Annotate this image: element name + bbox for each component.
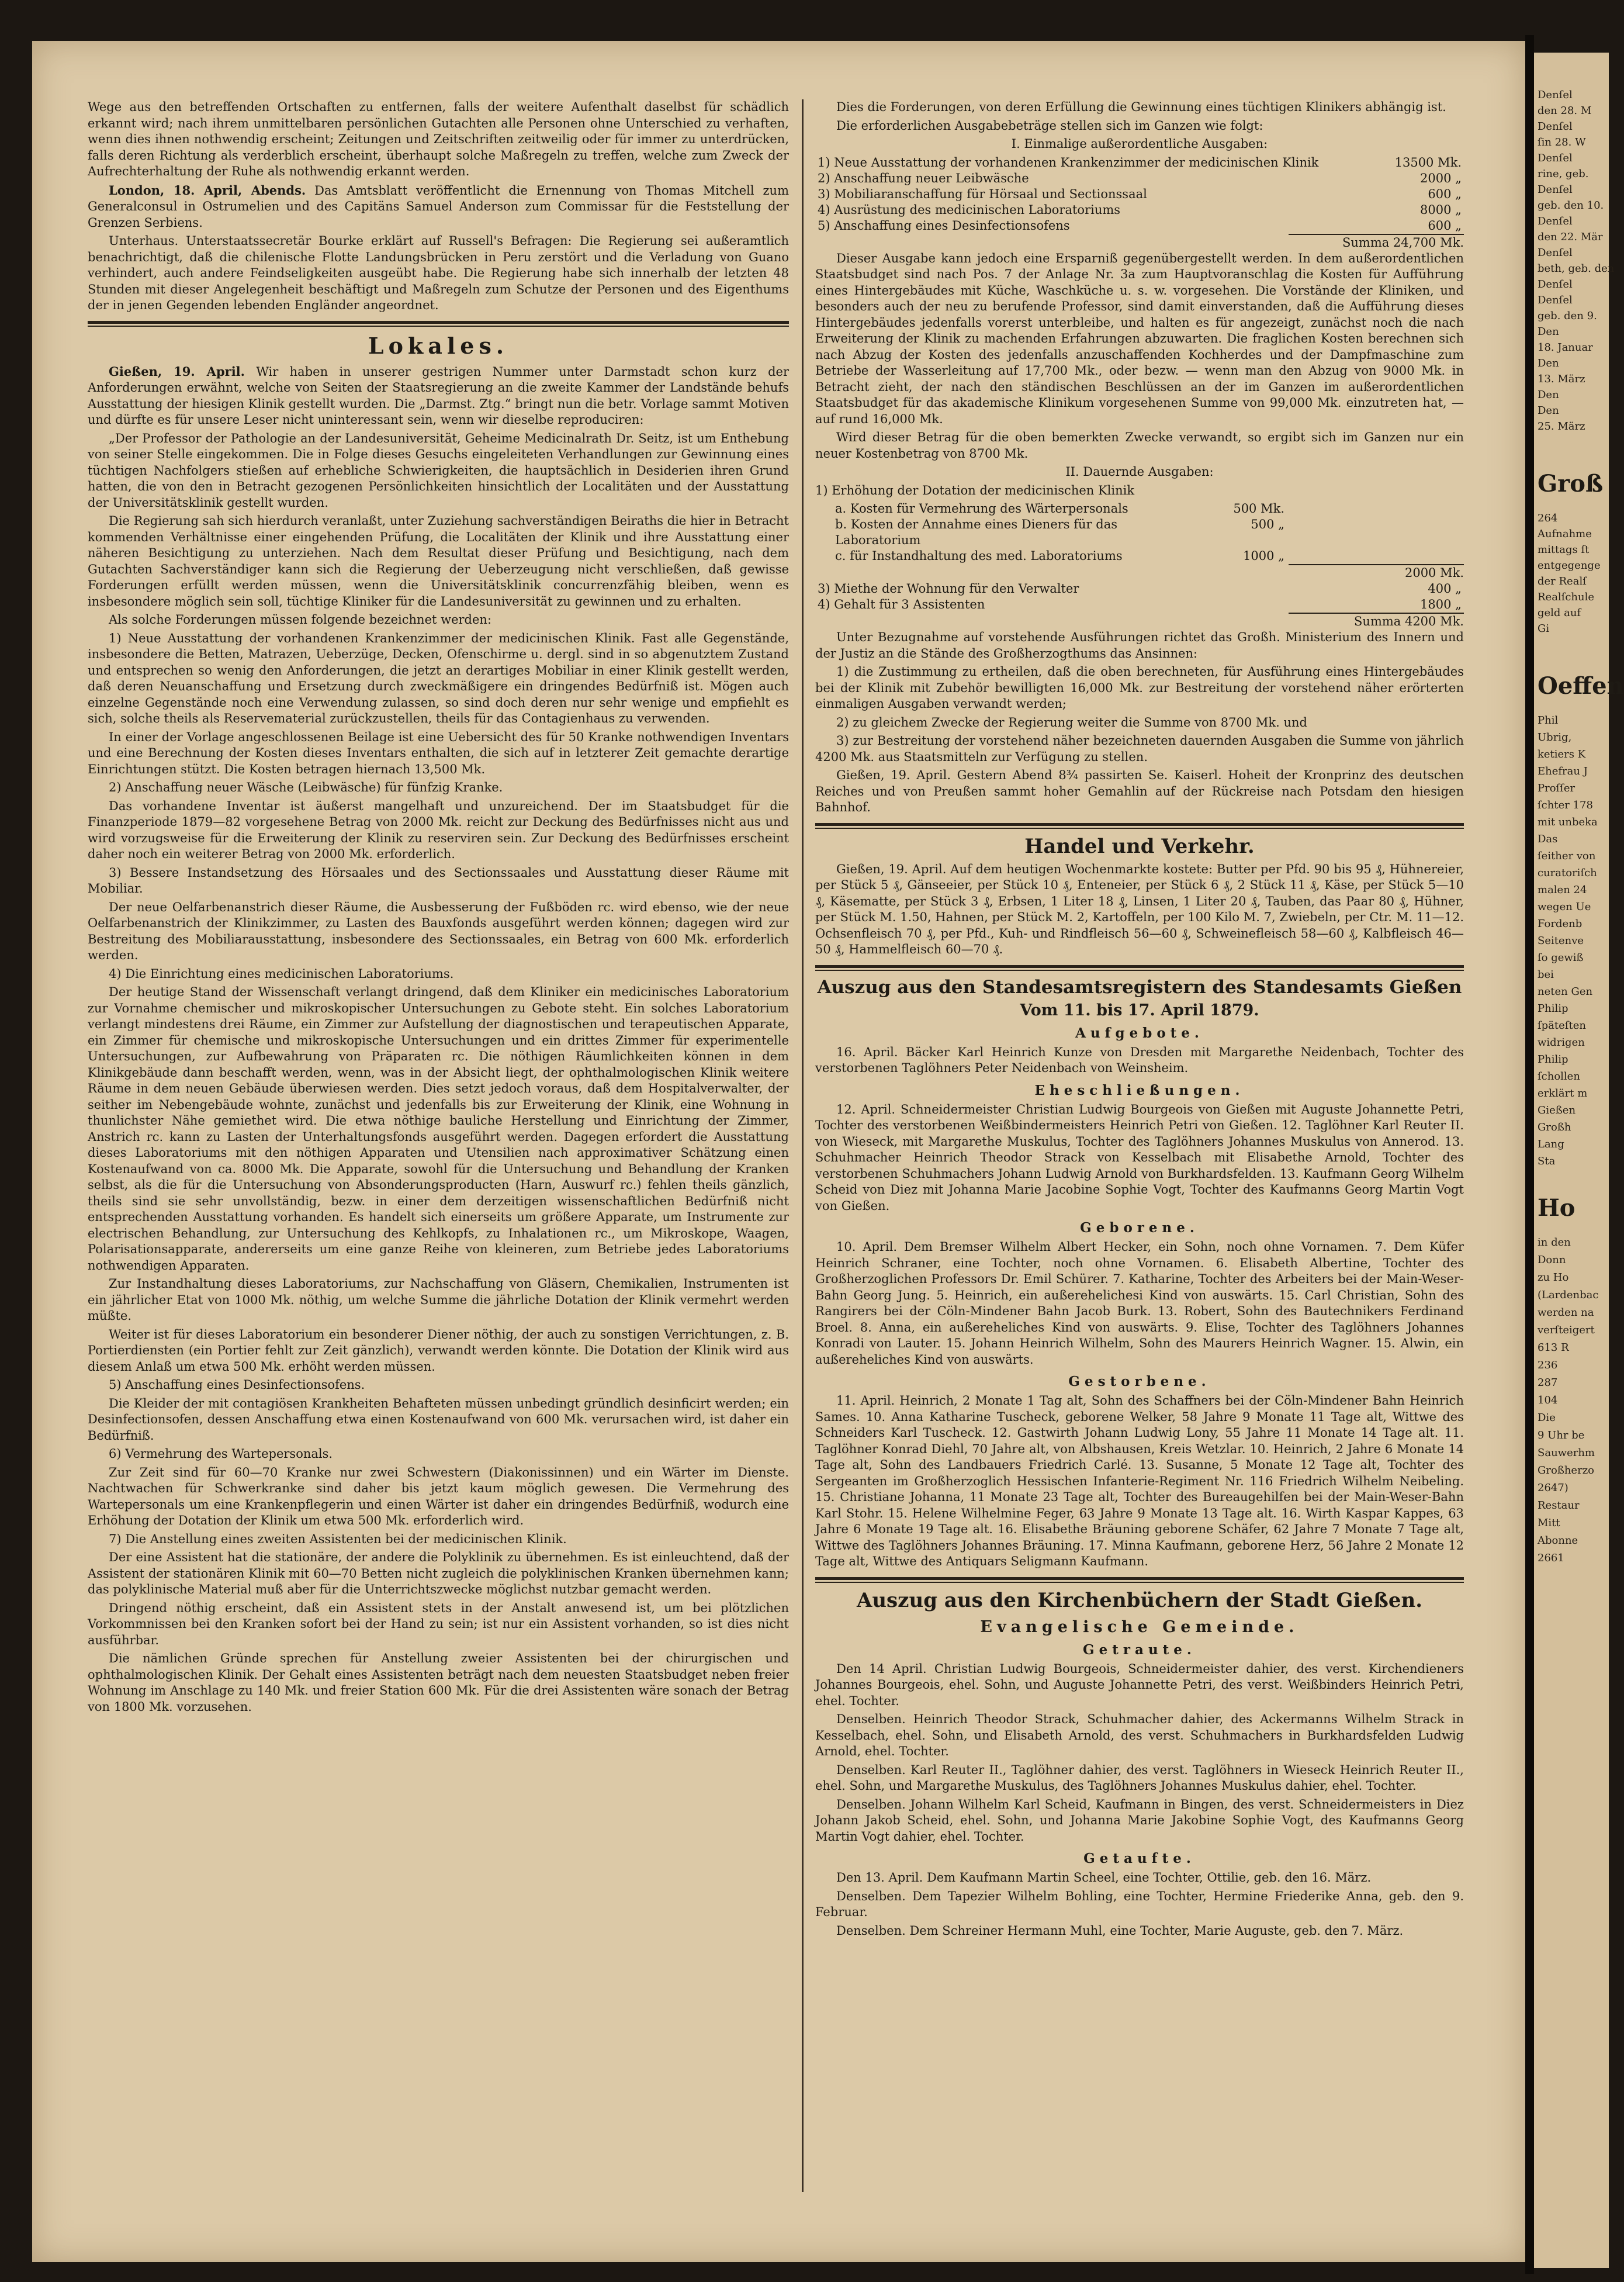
news-item-kronprinz: Gießen, 19. April. Gestern Abend 8¾ passirten Se. Kaiserl. Hoheit der Kronprinz des deutschen Reiches und von Preußen sammt hoher Gemahlin auf der Rückreise nach Potsdam den hiesigen Bahnhof. [815,768,1464,814]
adjacent-text-fragment: 236 [1538,1359,1558,1371]
expense-amount: 600 „ [1428,218,1462,233]
adjacent-text-fragment: 104 [1538,1394,1558,1406]
article-paragraph: „Der Professor der Pathologie an der Landesuniversität, Geheime Medicinalrath Dr. Seitz, ist um Enthebung von seiner Stelle eingekommen. Die in Folge dieses Gesuchs eingeleiteten Verhandlungen zur Gewinnung eines tüchtigen Nachfolgers stießen auf erhebliche Schwierigkeiten, die hauptsächlich in Desiderien ihren Grund hatten, die von den in Betracht gezogenen Persönlichkeiten hinsichtlich der Localitäten und der Ausstattung der Universitätsklinik gestellt wurden. [88,431,789,510]
expense-amount: 1800 „ [1420,597,1462,611]
adjacent-text-fragment: geb. den 9. [1538,310,1597,322]
adjacent-text-fragment: Phil [1538,714,1559,727]
london-paragraph [88,182,789,231]
expense-label: 4) Gehalt für 3 Assistenten [818,597,985,611]
expense-item-dotation: 1) Erhöhung der Dotation der medicinischen Klinik [815,483,1135,497]
adjacent-text-fragment: Proſſer [1538,782,1575,794]
london-body: Das Amtsblatt veröffentlicht die Ernennung von Thomas Mitchell zum Generalconsul in Ostrumelien und des Capitäns Samuel Anderson zum Commissar für die Feststellung der Grenzen Serbiens. [88,183,789,230]
adjacent-heading-fragment: Ho [1538,1194,1575,1222]
adjacent-text-fragment: Gießen [1538,1104,1576,1116]
adjacent-text-fragment: Das [1538,833,1558,845]
adjacent-text-fragment: neten Gen [1538,986,1593,998]
adjacent-text-fragment: Denſel [1538,247,1573,259]
subheading-getraute: Getraute. [1083,1641,1196,1658]
expense-heading-one-time: I. Einmalige außerordentliche Ausgaben: [1011,137,1268,151]
expense-row [833,517,1287,548]
adjacent-text-fragment: 2661 [1538,1552,1564,1564]
church-entry: Denselben. Karl Reuter II., Taglöhner dahier, des verst. Taglöhners in Wieseck Heinrich Reuter II., ehel. Sohn, und Margarethe Muskulus, des Taglöhners Johannes Muskulus dahier, ehel. Tochter. [815,1762,1464,1793]
expense-label: b. Kosten der Annahme eines Dieners für das Laboratorium [835,517,1117,547]
article-paragraph: 1) die Zustimmung zu ertheilen, daß die oben berechneten, für Ausführung eines Hintergebäudes bei der Klinik mit Zubehör bewilligten 16,000 Mk. zur Bestreitung der vorstehend näher erörterten einmaligen Ausgaben verwandt werden; [815,665,1464,711]
article-paragraph: 6) Vermehrung des Wartepersonals. [109,1447,333,1461]
adjacent-text-fragment: beth, geb. den [1538,262,1615,275]
adjacent-text-fragment: wegen Ue [1538,901,1591,913]
market-report: Gießen, 19. April. Auf dem heutigen Wochenmarkte kostete: Butter per Pfd. 90 bis 95 ₰, Hühnereier, per Stück 5 ₰, Gänseeier, per Stück 10 ₰, Enteneier, per Stück 6 ₰, 2 Stück 11 ₰, Käse, per Stück 5—10 ₰, Käsematte, per Stück 3 ₰, Erbsen, 1 Liter 18 ₰, Linsen, 1 Liter 20 ₰, Tauben, das Paar 80 ₰, Hühner, per Stück M. 1.50, Hahnen, per Stück M. 2, Kartoffeln, per 100 Kilo M. 7, Zwiebeln, per Ctr. M. 11—12. Ochsenfleisch 70 ₰, per Pfd., Kuh- und Rindfleisch 56—60 ₰, Schweinefleisch 58—60 ₰, Kalbfleisch 46—50 ₰, Hammelfleisch 60—70 ₰. [815,862,1464,956]
adjacent-text-fragment: Die [1538,1412,1556,1424]
adjacent-text-fragment: Philip [1538,1002,1568,1015]
adjacent-text-fragment: ketiers K [1538,748,1586,760]
adjacent-text-fragment: ſpäteſten [1538,1019,1586,1032]
article-paragraph: Der heutige Stand der Wissenschaft verlangt dringend, daß dem Kliniker ein medicinisches Laboratorium zur Vornahme chemischer und mikroskopischer Untersuchungen zu Gebote steht. Ein solches Laboratorium verlangt mindestens drei Räume, ein Zimmer zur Aufstellung der diagnostischen und terapeutischen Apparate, ein Zimmer für chemische und mikroskopische Untersuchungen und ein drittes Zimmer für experimentelle Untersuchungen, zur Aufbewahrung von Präparaten rc. Die nöthigen Räumlichkeiten können in dem Klinikgebäude dann beschafft werden, wenn, was in der Absicht liegt, der ophthalmologischen Klinik weitere Räume in dem neuen Gebäude überwiesen werden. Dies setzt jedoch voraus, daß dem Hospitalverwalter, der seither im Nebengebäude wohnte, zunächst und jedenfalls bis zur Erweiterung der Klinik, eine Wohnung in thunlichster Nähe gemiethet wird. Die etwa nöthige bauliche Herstellung und Einrichtung der Zimmer, Anstrich rc. kann zu Lasten der Unterhaltungsfonds ausgeführt werden. Dagegen erfordert die Ausstattung dieses Laboratoriums mit den nöthigen Apparaten und Utensilien nach approximativer Schätzung einen Kostenaufwand von ca. 8000 Mk. Die Apparate, sowohl für die Untersuchung und Behandlung der Kranken selbst, als die für die Untersuchung von Absonderungsproducten (Harn, Auswurf rc.) fehlen theils gänzlich, theils sind sie sehr unvollständig, bezw. in einer dem derzeitigen wissenschaftlichen Bedürfniß nicht entsprechenden Ausstattung vorhanden. Es handelt sich einerseits um größere Apparate, um Instrumente zur electrischen Behandlung, zur Untersuchung des Kehlkopfs, zu Inhalationen rc., um Mikroskope, Waagen, Polarisationsapparate, andererseits um eine ganze Reihe von kleineren, zum Betriebe jedes Laboratoriums nothwendigen Apparaten. [88,985,789,1273]
expense-label: c. für Instandhaltung des med. Laboratoriums [835,549,1123,563]
register-entries: 10. April. Dem Bremser Wilhelm Albert Hecker, ein Sohn, noch ohne Vornamen. 7. Dem Küfer Heinrich Schraner, eine Tochter, noch ohne Vornamen. 6. Elisabeth Albertine, Tochter des Großherzoglichen Professors Dr. Emil Schürer. 7. Katharine, Tochter des Arbeiters bei der Main-Weser-Bahn Georg Jung. 5. Heinrich, ein außerehelichesi Kind von auswärts. 15. Carl Christian, Sohn des Rangirers bei der Cöln-Mindener Bahn Jacob Burk. 13. Robert, Sohn des Bautechnikers Ferdinand Broel. 8. Anna, ein außereheliches Kind von auswärts. 9. Elise, Tochter des Taglöhners Johannes Konradi von Lauter. 15. Johann Heinrich Wilhelm, Sohn des Maurers Heinrich Wagner. 15. Alwin, ein außereheliches Kind von auswärts. [815,1240,1464,1367]
article-paragraph: Dringend nöthig erscheint, daß ein Assistent stets in der Anstalt anwesend ist, um bei plötzlichen Vorkommnissen bei den Kranken sofort bei der Hand zu sein; ist nur ein Assistent vorhanden, so ist dies nicht ausführbar. [88,1600,789,1647]
adjacent-text-fragment: Ubrig, [1538,731,1572,744]
article-paragraph: Der eine Assistent hat die stationäre, der andere die Polyklinik zu übernehmen. Es ist einleuchtend, daß der Assistent der stationären Klinik mit 60—70 Betten nicht zugleich die polyklinischen Kranken übernehmen kann; das polyklinische Material muß aber für die Unterrichtszwecke möglichst nutzbar gemacht werden. [88,1550,789,1596]
article-paragraph: Die Kleider der mit contagiösen Krankheiten Behafteten müssen unbedingt gründlich desinficirt werden; ein Desinfectionsofen, dessen Anschaffung etwa einen Kostenaufwand von 600 Mk. verursachen wird, ist daher ein Bedürfniß. [88,1396,789,1443]
register-entries: 16. April. Bäcker Karl Heinrich Kunze von Dresden mit Margarethe Neidenbach, Tochter des verstorbenen Taglöhners Peter Neidenbach von Weinsheim. [815,1045,1464,1075]
adjacent-heading-fragment: Oeffen [1538,672,1624,700]
expense-subtotal: 2000 Mk. [1289,564,1464,581]
expense-sum-one-time: Summa 24,700 Mk. [1289,234,1464,251]
adjacent-text-fragment: rine, geb. [1538,168,1589,180]
article-paragraph: Die nämlichen Gründe sprechen für Anstellung zweier Assistenten bei der chirurgischen und ophthalmologischen Klinik. Der Gehalt eines Assistenten beträgt nach dem neuesten Staatsbudget neben freier Wohnung im Anschlage zu 140 Mk. und freier Station 600 Mk. Für die drei Assistenten wäre sonach der Betrag von 1800 Mk. vorzusehen. [88,1651,789,1714]
adjacent-text-fragment: in den [1538,1236,1571,1249]
adjacent-text-fragment: bei [1538,969,1554,981]
expense-amount: 500 „ [1251,517,1284,531]
article-paragraph: Zur Instandhaltung dieses Laboratoriums, zur Nachschaffung von Gläsern, Chemikalien, Instrumenten ist ein jährlicher Etat von 1000 Mk. nöthig, um welche Summe die jährliche Dotation der Klinik vermehrt werden müßte. [88,1277,789,1323]
expense-label: 3) Mobiliaranschaffung für Hörsaal und Sectionssaal [818,186,1147,201]
article-paragraph: 2) zu gleichem Zwecke der Regierung weiter die Summe von 8700 Mk. und [836,715,1307,729]
article-paragraph: Wird dieser Betrag für die oben bemerkten Zwecke verwandt, so ergibt sich im Ganzen nur ein neuer Kostenbetrag von 8700 Mk. [815,430,1464,461]
expense-label: 4) Ausrüstung des medicinischen Laboratoriums [818,202,1121,217]
expense-table-recurring [815,581,1464,613]
section-heading-kirchenbuecher: Auszug aus den Kirchenbüchern der Stadt Gießen. [856,1588,1423,1612]
article-dateline: Gießen, 19. April. [109,364,245,379]
adjacent-text-fragment: malen 24 [1538,884,1587,896]
unterhaus-paragraph: Unterhaus. Unterstaatssecretär Bourke erklärt auf Russell's Befragen: Die Regierung sei außeramtlich benachrichtigt, daß die chilenische Flotte Landungsbrücken in Peru zerstört und die Verladung von Guano verhindert, auch andere Feindseligkeiten ausgeübt habe. Die Regierung habe sich innerhalb der letzten 48 Stunden mit dieser Angelegenheit beschäftigt und Maßregeln zum Schutze der Personen und des Eigenthums der in jenen Gegenden lebenden Engländer angeordnet. [88,234,789,312]
adjacent-text-fragment: geld auf [1538,607,1581,619]
adjacent-text-fragment: Den [1538,326,1559,338]
article-paragraph: Zur Zeit sind für 60—70 Kranke nur zwei Schwestern (Diakonissinnen) und ein Wärter im Dienste. Nachtwachen für Schwerkranke sind daher bis jetzt kaum möglich gewesen. Die Vermehrung des Wartepersonals um eine Krankenpflegerin und einen Wärter ist daher ein dringendes Bedürfniß, wodurch eine Erhöhung der Dotation der Klinik um etwa 500 Mk. erforderlich wird. [88,1465,789,1527]
subheading-aufgebote: Aufgebote. [1075,1025,1204,1041]
right-column [815,99,1464,1941]
article-paragraph: Die Regierung sah sich hierdurch veranlaßt, unter Zuziehung sachverständigen Beiraths die hier in Betracht kommenden Verhältnisse einer eingehenden Prüfung, die Localitäten der Klinik und ihre Ausstattung einer näheren Besichtigung zu unterziehen. Nach dem Resultat dieser Prüfung und Besichtigung, nach dem Gutachten Sachverständiger kann sich die Regierung der Ueberzeugung nicht verschließen, daß gewisse Forderungen erfüllt werden müssen, wenn die Universitätsklinik concurrenzfähig bleiben, wenn es insbesondere möglich sein soll, tüchtige Kliniker für die Landesuniversität zu gewinnen und zu erhalten. [88,514,789,608]
adjacent-text-fragment: 18. Januar [1538,341,1593,354]
section-heading-handel: Handel und Verkehr. [1024,834,1255,858]
adjacent-text-fragment: entgegenge [1538,559,1601,572]
book-spine [1525,35,1534,2274]
article-paragraph: 7) Die Anstellung eines zweiten Assistenten bei der medicinischen Klinik. [109,1531,567,1546]
adjacent-text-fragment: verſteigert [1538,1324,1595,1336]
adjacent-text-fragment: 264 [1538,512,1558,524]
adjacent-text-fragment: Realſchule [1538,591,1595,603]
adjacent-text-fragment: den 28. M [1538,105,1592,117]
adjacent-text-fragment: Denſel [1538,120,1573,133]
church-entry: Denselben. Dem Tapezier Wilhelm Bohling, eine Tochter, Hermine Friederike Anna, geb. den 9. Februar. [815,1889,1464,1919]
adjacent-text-fragment: ſo gewiß [1538,952,1584,964]
adjacent-text-fragment: Fordenb [1538,918,1583,930]
church-entry: Den 13. April. Dem Kaufmann Martin Scheel, eine Tochter, Ottilie, geb. den 16. März. [836,1870,1372,1885]
article-paragraph: Weiter ist für dieses Laboratorium ein besonderer Diener nöthig, der auch zu sonstigen Verrichtungen, z. B. Portierdiensten (ein Portier fehlt zur Zeit gänzlich), verwandt werden könnte. Die Dotation der Klinik wird aus diesem Anlaß um etwa 500 Mk. erhöht werden müssen. [88,1327,789,1374]
expense-row [815,155,1464,171]
adjacent-text-fragment: Sauwerhm [1538,1447,1595,1459]
adjacent-text-fragment: 25. März [1538,420,1585,433]
article-paragraph: Unter Bezugnahme auf vorstehende Ausführungen richtet das Großh. Ministerium des Innern und der Justiz an die Stände des Großherzogthums das Ansinnen: [815,630,1464,661]
article-paragraph: 3) zur Bestreitung der vorstehend näher bezeichneten dauernden Ausgaben die Summe von jährlich 4200 Mk. aus Staatsmitteln zur Verfügung zu stellen. [815,734,1464,764]
section-divider [815,823,1464,829]
expense-row [815,218,1464,234]
church-entry: Denselben. Johann Wilhelm Karl Scheid, Kaufmann in Bingen, des verst. Schneidermeisters in Diez Johann Jakob Scheid, ehel. Sohn, und Johanna Marie Jakobine Sophie Vogt, des Kaufmanns Georg Martin Vogt dahier, ehel. Tochter. [815,1797,1464,1844]
expense-row [815,171,1464,186]
article-paragraph: 2) Anschaffung neuer Wäsche (Leibwäsche) für fünfzig Kranke. [109,780,503,794]
adjacent-text-fragment: ſchollen [1538,1070,1580,1083]
subheading-getaufte: Getaufte. [1083,1851,1196,1866]
adjacent-text-fragment: Den [1538,404,1559,417]
section-divider [88,321,789,327]
standesamt-date-range: Vom 11. bis 17. April 1879. [1020,1001,1259,1019]
adjacent-text-fragment: mit unbeka [1538,816,1598,828]
adjacent-text-fragment: Denſel [1538,215,1573,227]
adjacent-text-fragment: Sta [1538,1155,1556,1167]
article-paragraph: 5) Anschaffung eines Desinfectionsofens. [109,1378,365,1392]
expense-table-one-time [815,155,1464,234]
adjacent-text-fragment: Gi [1538,623,1550,635]
article-paragraph: Dieser Ausgabe kann jedoch eine Ersparniß gegenübergestellt werden. In dem außerordentlichen Staatsbudget sind nach Pos. 7 der Anlage Nr. 3a zum Hauptvoranschlag die Kosten für Aufführung eines Hintergebäudes mit Küche, Waschküche u. s. w. vorgesehen. Die Vorstände der Kliniken, und besonders auch der neu zu berufende Professor, sind damit einverstanden, daß die Aufführung dieses Hintergebäudes jedenfalls vorerst unterbleibe, und halten es für angezeigt, zunächst noch die nach Erweiterung der Klinik zu machenden Erfahrungen abzuwarten. Die fraglichen Kosten berechnen sich nach Abzug der Kosten des jedenfalls anzuschaffenden Kochherdes und der Dampfmaschine zum Betriebe der Wasserleitung auf 17,700 Mk., oder bezw. — wenn man den Abzug von 9000 Mk. in Betracht zieht, der nach den ständischen Beschlüssen an der im Ganzen im außerordentlichen Staatsbudget für das akademische Klinikum vorgesehenen Summe von 99,000 Mk. einzutreten hat, — auf rund 16,000 Mk. [815,251,1464,426]
adjacent-text-fragment: Denſel [1538,294,1573,306]
adjacent-text-fragment: Den [1538,357,1559,369]
adjacent-text-fragment: der Realſ [1538,575,1587,587]
adjacent-text-fragment: Denſel [1538,152,1573,164]
expense-table-recurring-sub [833,501,1287,564]
column-rule [802,99,804,2192]
adjacent-text-fragment: Denſel [1538,184,1573,196]
section-divider [815,965,1464,971]
expense-amount: 13500 Mk. [1394,155,1462,170]
adjacent-text-fragment: 287 [1538,1377,1558,1389]
intro-paragraph: Wege aus den betreffenden Ortschaften zu entfernen, falls der weitere Aufenthalt daselbst für schädlich erkannt wird; nach ihrem unmittelbaren persönlichen Gutachten alle Personen ohne Unterschied zu verhaften, wenn dies ihnen nothwendig erscheint; Zeitungen und Zeitschriften zeitweilig oder für immer zu unterdrücken, falls deren Richtung als verderblich erscheint, überhaupt solche Maßregeln zu treffen, welche zum Zweck der Aufrechterhaltung der Ruhe als nothwendig erkannt werden. [88,100,789,178]
adjacent-text-fragment: Seitenve [1538,935,1584,947]
expense-amount: 8000 „ [1420,202,1462,217]
adjacent-page-strip [1534,53,1624,2268]
article-paragraph: Das vorhandene Inventar ist äußerst mangelhaft und unzureichend. Der im Staatsbudget für die Finanzperiode 1879—82 vorgesehene Betrag von 2000 Mk. reicht zur Deckung des Bedürfnisses nicht aus und wird vorzugsweise für die Erweiterung der Klinik zu reserviren sein. Zur Deckung des Bedürfnisses erscheint daher noch ein weiterer Betrag von 2000 Mk. erforderlich. [88,798,789,861]
section-heading-standesamt: Auszug aus den Standesamtsregistern des Standesamts Gießen [817,976,1462,998]
article-paragraph: Der neue Oelfarbenanstrich dieser Räume, die Ausbesserung der Fußböden rc. wird ebenso, wie der neue Oelfarbenanstrich der Klinikzimmer, zu Lasten des Bauxfonds ausgeführt werden können; dagegen wird zur Bestreitung des Mobiliarausstattung, insbesondere des Sectionssaales, ein Betrag von 600 Mk. erforderlich werden. [88,900,789,962]
expense-label: 2) Anschaffung neuer Leibwäsche [818,171,1029,185]
expense-row [815,202,1464,218]
church-entry: Den 14 April. Christian Ludwig Bourgeois, Schneidermeister dahier, des verst. Kirchendieners Johannes Bourgeois, ehel. Sohn, und Auguste Johannette Petri, des verst. Weißbinders Heinrich Petri, ehel. Tochter. [815,1661,1464,1708]
adjacent-text-fragment: erklärt m [1538,1087,1588,1099]
church-entry: Denselben. Dem Schreiner Hermann Muhl, eine Tochter, Marie Auguste, geb. den 7. März. [836,1923,1404,1938]
article-paragraph [88,364,789,428]
article-paragraph: Dies die Forderungen, von deren Erfüllung die Gewinnung eines tüchtigen Klinikers abhängig ist. [836,100,1446,114]
article-lead: Wir haben in unserer gestrigen Nummer unter Darmstadt schon kurz der Anforderungen erwähnt, welche von Seiten der Staatsregierung an die zweite Kammer der Landstände behufs Ausstattung der hiesigen Klinik gestellt wurden. Die „Darmst. Ztg.“ bringt nun die betr. Vorlage sammt Motiven und dürfte es für unsere Leser nicht uninteressant sein, wenn wir dieselbe reproduciren: [88,364,790,427]
adjacent-text-fragment: Ehefrau J [1538,765,1588,777]
adjacent-text-fragment: 613 R [1538,1341,1569,1354]
expense-amount: 1000 „ [1243,549,1284,563]
adjacent-text-fragment: (Lardenbac [1538,1289,1599,1301]
article-paragraph: 3) Bessere Instandsetzung des Hörsaales und des Sectionssaales und Ausstattung dieser Räume mit Mobiliar. [88,865,789,895]
church-entry: Denselben. Heinrich Theodor Strack, Schuhmacher dahier, des Ackermanns Wilhelm Strack in Kesselbach, ehel. Sohn, und Elisabeth Arnold, des verst. Schuhmachers in Burkhardsfelden Ludwig Arnold, ehel. Tochter. [815,1712,1464,1758]
adjacent-text-fragment: mittags ſt [1538,544,1590,556]
adjacent-text-fragment: Großh [1538,1121,1571,1133]
article-paragraph: In einer der Vorlage angeschlossenen Beilage ist eine Uebersicht des für 50 Kranke nothwendigen Inventars und eine Berechnung der Kosten dieses Inventars enthalten, die sich auf in letzterer Zeit gemachte derartige Einrichtungen stützt. Die Kosten betragen hiernach 13,500 Mk. [88,729,789,776]
adjacent-text-fragment: Aufnahme [1538,528,1592,540]
article-paragraph: 4) Die Einrichtung eines medicinischen Laboratoriums. [109,966,454,981]
adjacent-text-fragment: Denſel [1538,278,1573,291]
left-column [88,99,789,1717]
expense-row [833,548,1287,564]
section-divider [815,1577,1464,1583]
expense-row [833,501,1287,517]
register-entries: 11. April. Heinrich, 2 Monate 1 Tag alt, Sohn des Schaffners bei der Cöln-Mindener Bahn Heinrich Sames. 10. Anna Katharine Tuscheck, geborene Welker, 58 Jahre 9 Monate 11 Tage alt, Wittwe des Schneiders Karl Tuscheck. 12. Gastwirth Johann Ludwig Lony, 55 Jahre 11 Monate 14 Tage alt. 11. Taglöhner Konrad Diehl, 70 Jahre alt, von Albshausen, Kreis Wetzlar. 10. Heinrich, 2 Jahre 6 Monate 14 Tage alt, Sohn des Landbauers Friedrich Carlé. 13. Susanne, 5 Monate 12 Tage alt, Tochter des Sergeanten im Großherzoglich Hessischen Infanterie-Regiment Nr. 116 Friedrich Wilhelm Neibeling. 15. Christiane Johanna, 11 Monate 23 Tage alt, Tochter des Bureaugehilfen bei der Main-Weser-Bahn Karl Stohr. 15. Helene Wilhelmine Feger, 63 Jahre 9 Monate 13 Tage alt. 16. Wirth Kaspar Kappes, 63 Jahre 6 Monate 19 Tage alt. 16. Elisabethe Bräuning geborene Schäfer, 62 Jahre 7 Monate 7 Tage alt, Wittwe des Taglöhners Johannes Bräuning. 17. Minna Kaufmann, geborene Herz, 56 Jahre 2 Monate 12 Tage alt, Wittwe des Antiquars Seligmann Kaufmann. [815,1394,1464,1568]
adjacent-text-fragment: Mitt [1538,1517,1560,1529]
expense-label: 5) Anschaffung eines Desinfectionsofens [818,218,1070,233]
adjacent-text-fragment: Lang [1538,1138,1564,1150]
article-paragraph: Als solche Forderungen müssen folgende bezeichnet werden: [109,613,492,627]
adjacent-text-fragment: 2647) [1538,1482,1568,1494]
adjacent-text-fragment: Restaur [1538,1499,1580,1512]
adjacent-text-fragment: Philip [1538,1053,1568,1066]
adjacent-text-fragment: Großherzo [1538,1464,1595,1477]
subheading-gestorbene: Gestorbene. [1068,1374,1211,1389]
section-heading-lokales: Lokales. [368,332,509,359]
adjacent-text-fragment: Donn [1538,1254,1566,1266]
adjacent-text-fragment: 9 Uhr be [1538,1429,1585,1441]
adjacent-text-fragment: ſin 28. W [1538,136,1586,148]
adjacent-text-fragment: widrigen [1538,1036,1585,1049]
expense-amount: 2000 „ [1420,171,1462,185]
adjacent-text-fragment: curatoriſch [1538,867,1597,879]
adjacent-text-fragment: den 22. Mär [1538,231,1603,243]
expense-row [815,581,1464,597]
adjacent-text-fragment: Abonne [1538,1534,1578,1547]
expense-amount: 400 „ [1428,582,1462,596]
expense-label: a. Kosten für Vermehrung des Wärterpersonals [835,502,1128,516]
expense-amount: 500 Mk. [1233,502,1284,516]
subheading-geborene: Geborene. [1080,1220,1199,1236]
expense-amount: 600 „ [1428,186,1462,201]
adjacent-text-fragment: Den [1538,389,1559,401]
subheading-eheschliessungen: Eheschließungen. [1034,1082,1245,1098]
adjacent-text-fragment: zu Ho [1538,1271,1569,1284]
adjacent-text-fragment: 13. März [1538,373,1585,385]
expense-row [815,597,1464,613]
register-entries: 12. April. Schneidermeister Christian Ludwig Bourgeois von Gießen mit Auguste Johannette Petri, Tochter des verstorbenen Weißbindermeisters Heinrich Petri von Gießen. 12. Taglöhner Karl Reuter II. von Wieseck, mit Margarethe Muskulus, Tochter des Taglöhners Johannes Muskulus von Annerod. 13. Schuhmacher Heinrich Theodor Strack von Kesselbach mit Elisabethe Arnold, Tochter des verstorbenen Schuhmachers Johann Ludwig Arnold von Burkhardsfelden. 13. Kaufmann Georg Wilhelm Scheid von Diez mit Johanna Marie Jacobine Sophie Vogt, Tochter des Kaufmanns Georg Martin Vogt von Gießen. [815,1102,1464,1213]
expense-label: 3) Miethe der Wohnung für den Verwalter [818,582,1079,596]
london-dateline: London, 18. April, Abends. [109,182,306,198]
adjacent-text-fragment: ſchter 178 [1538,799,1593,811]
adjacent-text-fragment: werden na [1538,1306,1594,1319]
article-paragraph: 1) Neue Ausstattung der vorhandenen Krankenzimmer der medicinischen Klinik. Fast alle Gegenstände, insbesondere die Betten, Matrazen, Ueberzüge, Decken, Ofenschirme u. dergl. sind in so abgenutztem Zustand und entsprechen so wenig den Anforderungen, die jetzt an derartiges Mobiliar in einer Klinik gestellt werden, daß deren Neuanschaffung und Ersetzung durch zweckmäßigere ein dringendes Bedürfniß ist. Mögen auch einzelne Gegenstände noch eine Verwendung zulassen, so sind doch deren nur sehr wenige und empfiehlt es sich, solche theils als Reservematerial zurückzustellen, theils für das Contagienhaus zu verwenden. [88,631,789,725]
expense-label: 1) Neue Ausstattung der vorhandenen Krankenzimmer der medicinischen Klinik [818,155,1319,170]
adjacent-text-fragment: Denſel [1538,89,1573,101]
adjacent-heading-fragment: Groß [1538,470,1604,497]
adjacent-text-fragment: geb. den 10. [1538,199,1604,212]
expense-heading-recurring: II. Dauernde Ausgaben: [1065,465,1214,479]
expense-row [815,186,1464,202]
article-paragraph: Die erforderlichen Ausgabebeträge stellen sich im Ganzen wie folgt: [836,118,1263,133]
expense-sum-recurring: Summa 4200 Mk. [1289,613,1464,630]
adjacent-text-fragment: ſeither von [1538,850,1596,862]
subheading-evangelische-gemeinde: Evangelische Gemeinde. [980,1617,1299,1636]
